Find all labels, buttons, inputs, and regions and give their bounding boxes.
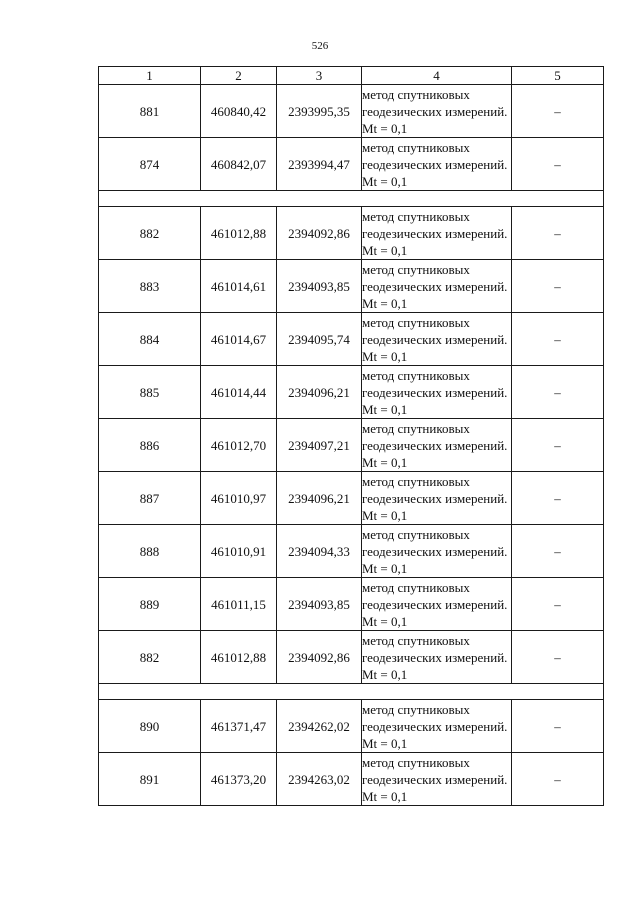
x-coordinate-cell: 461014,44 [201, 366, 277, 419]
method-cell [362, 313, 512, 366]
method-cell [362, 366, 512, 419]
note-cell: – [512, 260, 604, 313]
y-coordinate-cell: 2394093,85 [277, 578, 362, 631]
point-number-cell: 887 [99, 472, 201, 525]
x-coordinate-cell: 461011,15 [201, 578, 277, 631]
note-cell: – [512, 472, 604, 525]
point-number-cell: 886 [99, 419, 201, 472]
header-cell-5: 5 [512, 67, 604, 85]
y-coordinate-cell: 2394263,02 [277, 753, 362, 806]
page-number: 526 [311, 40, 329, 52]
note-cell: – [512, 138, 604, 191]
method-cell [362, 85, 512, 138]
note-cell: – [512, 207, 604, 260]
table-row [99, 260, 604, 313]
method-text: метод спутниковых геодезических измерений. Mt = 0,1 [362, 526, 508, 576]
header-cell-3: 3 [277, 67, 362, 85]
table-row [99, 472, 604, 525]
header-cell-2: 2 [201, 67, 277, 85]
point-number-cell: 881 [99, 85, 201, 138]
note-cell: – [512, 366, 604, 419]
note-cell: – [512, 313, 604, 366]
table-row [99, 753, 604, 806]
method-text: метод спутниковых геодезических измерений. Mt = 0,1 [362, 632, 508, 682]
header-row [99, 67, 604, 85]
method-cell [362, 700, 512, 753]
y-coordinate-cell: 2394097,21 [277, 419, 362, 472]
y-coordinate-cell: 2394262,02 [277, 700, 362, 753]
y-coordinate-cell: 2394093,85 [277, 260, 362, 313]
method-text: метод спутниковых геодезических измерений. Mt = 0,1 [362, 86, 508, 136]
x-coordinate-cell: 461012,88 [201, 631, 277, 684]
method-cell [362, 207, 512, 260]
y-coordinate-cell: 2394094,33 [277, 525, 362, 578]
method-text: метод спутниковых геодезических измерений. Mt = 0,1 [362, 420, 508, 470]
separator-cell [99, 684, 604, 700]
y-coordinate-cell: 2393995,35 [277, 85, 362, 138]
point-number-cell: 885 [99, 366, 201, 419]
table-row [99, 525, 604, 578]
method-cell [362, 753, 512, 806]
x-coordinate-cell: 461012,70 [201, 419, 277, 472]
y-coordinate-cell: 2394095,74 [277, 313, 362, 366]
method-text: метод спутниковых геодезических измерений. Mt = 0,1 [362, 367, 508, 417]
note-cell: – [512, 578, 604, 631]
method-text: метод спутниковых геодезических измерений. Mt = 0,1 [362, 701, 508, 751]
table-row [99, 138, 604, 191]
table-row [99, 207, 604, 260]
x-coordinate-cell: 461010,97 [201, 472, 277, 525]
point-number-cell: 890 [99, 700, 201, 753]
separator-cell [99, 191, 604, 207]
x-coordinate-cell: 461010,91 [201, 525, 277, 578]
separator-row [99, 684, 604, 700]
table-row [99, 85, 604, 138]
point-number-cell: 889 [99, 578, 201, 631]
x-coordinate-cell: 461014,61 [201, 260, 277, 313]
y-coordinate-cell: 2394096,21 [277, 366, 362, 419]
method-cell [362, 138, 512, 191]
coordinates-table [98, 66, 604, 806]
point-number-cell: 883 [99, 260, 201, 313]
table-row [99, 366, 604, 419]
table-row [99, 419, 604, 472]
method-cell [362, 260, 512, 313]
note-cell: – [512, 631, 604, 684]
y-coordinate-cell: 2394092,86 [277, 207, 362, 260]
x-coordinate-cell: 460840,42 [201, 85, 277, 138]
method-cell [362, 631, 512, 684]
table-row [99, 313, 604, 366]
method-text: метод спутниковых геодезических измерений. Mt = 0,1 [362, 579, 508, 629]
method-text: метод спутниковых геодезических измерений. Mt = 0,1 [362, 314, 508, 364]
x-coordinate-cell: 461373,20 [201, 753, 277, 806]
header-cell-1: 1 [99, 67, 201, 85]
note-cell: – [512, 419, 604, 472]
point-number-cell: 888 [99, 525, 201, 578]
method-text: метод спутниковых геодезических измерений. Mt = 0,1 [362, 754, 508, 804]
point-number-cell: 882 [99, 207, 201, 260]
table-row [99, 631, 604, 684]
x-coordinate-cell: 461012,88 [201, 207, 277, 260]
point-number-cell: 882 [99, 631, 201, 684]
note-cell: – [512, 85, 604, 138]
method-text: метод спутниковых геодезических измерений. Mt = 0,1 [362, 473, 508, 523]
note-cell: – [512, 525, 604, 578]
y-coordinate-cell: 2393994,47 [277, 138, 362, 191]
x-coordinate-cell: 460842,07 [201, 138, 277, 191]
note-cell: – [512, 753, 604, 806]
note-cell: – [512, 700, 604, 753]
header-cell-4: 4 [362, 67, 512, 85]
point-number-cell: 891 [99, 753, 201, 806]
table-body [99, 67, 604, 806]
separator-row [99, 191, 604, 207]
table-row [99, 700, 604, 753]
method-text: метод спутниковых геодезических измерений. Mt = 0,1 [362, 261, 508, 311]
table-row [99, 578, 604, 631]
point-number-cell: 874 [99, 138, 201, 191]
method-text: метод спутниковых геодезических измерений. Mt = 0,1 [362, 139, 508, 189]
y-coordinate-cell: 2394096,21 [277, 472, 362, 525]
y-coordinate-cell: 2394092,86 [277, 631, 362, 684]
method-text: метод спутниковых геодезических измерений. Mt = 0,1 [362, 208, 508, 258]
method-cell [362, 472, 512, 525]
x-coordinate-cell: 461014,67 [201, 313, 277, 366]
point-number-cell: 884 [99, 313, 201, 366]
method-cell [362, 578, 512, 631]
method-cell [362, 525, 512, 578]
x-coordinate-cell: 461371,47 [201, 700, 277, 753]
method-cell [362, 419, 512, 472]
